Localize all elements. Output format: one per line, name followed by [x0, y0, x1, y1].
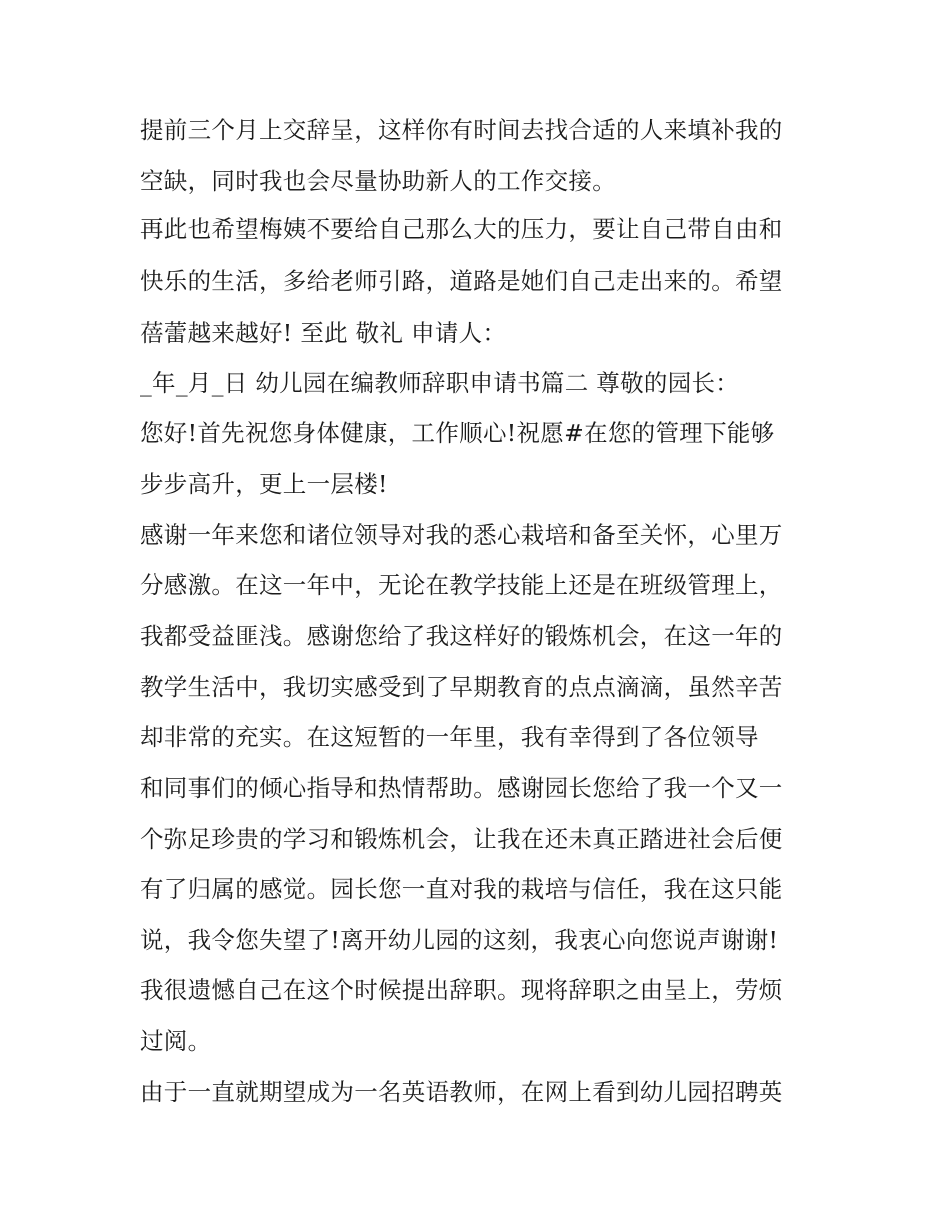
text-line: 和同事们的倾心指导和热情帮助。感谢园长您给了我一个又一 — [140, 774, 783, 802]
text-line: 有了归属的感觉。园长您一直对我的栽培与信任，我在这只能 — [140, 875, 783, 903]
text-line: 我很遗憾自己在这个时候提出辞职。现将辞职之由呈上，劳烦 — [140, 976, 783, 1004]
text-line: 提前三个月上交辞呈，这样你有时间去找合适的人来填补我的 — [140, 116, 783, 144]
text-line: 教学生活中，我切实感受到了早期教育的点点滴滴，虽然辛苦 — [140, 673, 783, 701]
text-line: 说，我令您失望了!离开幼儿园的这刻，我衷心向您说声谢谢! — [140, 926, 779, 954]
text-line: 空缺，同时我也会尽量协助新人的工作交接。 — [140, 167, 616, 195]
text-line: 分感激。在这一年中，无论在教学技能上还是在班级管理上， — [140, 571, 783, 599]
text-line: 由于一直就期望成为一名英语教师，在网上看到幼儿园招聘英 — [140, 1078, 783, 1106]
text-line: 却非常的充实。在这短暂的一年里，我有幸得到了各位领导 — [140, 723, 759, 751]
text-line: 您好!首先祝您身体健康，工作顺心!祝愿#在您的管理下能够 — [140, 419, 775, 447]
text-line: 蓓蕾越来越好! 至此 敬礼 申请人： — [140, 319, 507, 347]
text-line: 感谢一年来您和诸位领导对我的悉心栽培和备至关怀，心里万 — [140, 521, 783, 549]
text-line: 我都受益匪浅。感谢您给了我这样好的锻炼机会，在这一年的 — [140, 622, 783, 650]
text-line: _年_月_日 幼儿园在编教师辞职申请书篇二 尊敬的园长： — [140, 369, 740, 397]
text-line: 再此也希望梅姨不要给自己那么大的压力，要让自己带自由和 — [140, 215, 783, 243]
text-line: 快乐的生活，多给老师引路，道路是她们自己走出来的。希望 — [140, 267, 783, 295]
text-line: 过阅。 — [140, 1027, 212, 1055]
text-line: 步步高升，更上一层楼! — [140, 470, 388, 498]
text-line: 个弥足珍贵的学习和锻炼机会，让我在还未真正踏进社会后便 — [140, 825, 783, 853]
